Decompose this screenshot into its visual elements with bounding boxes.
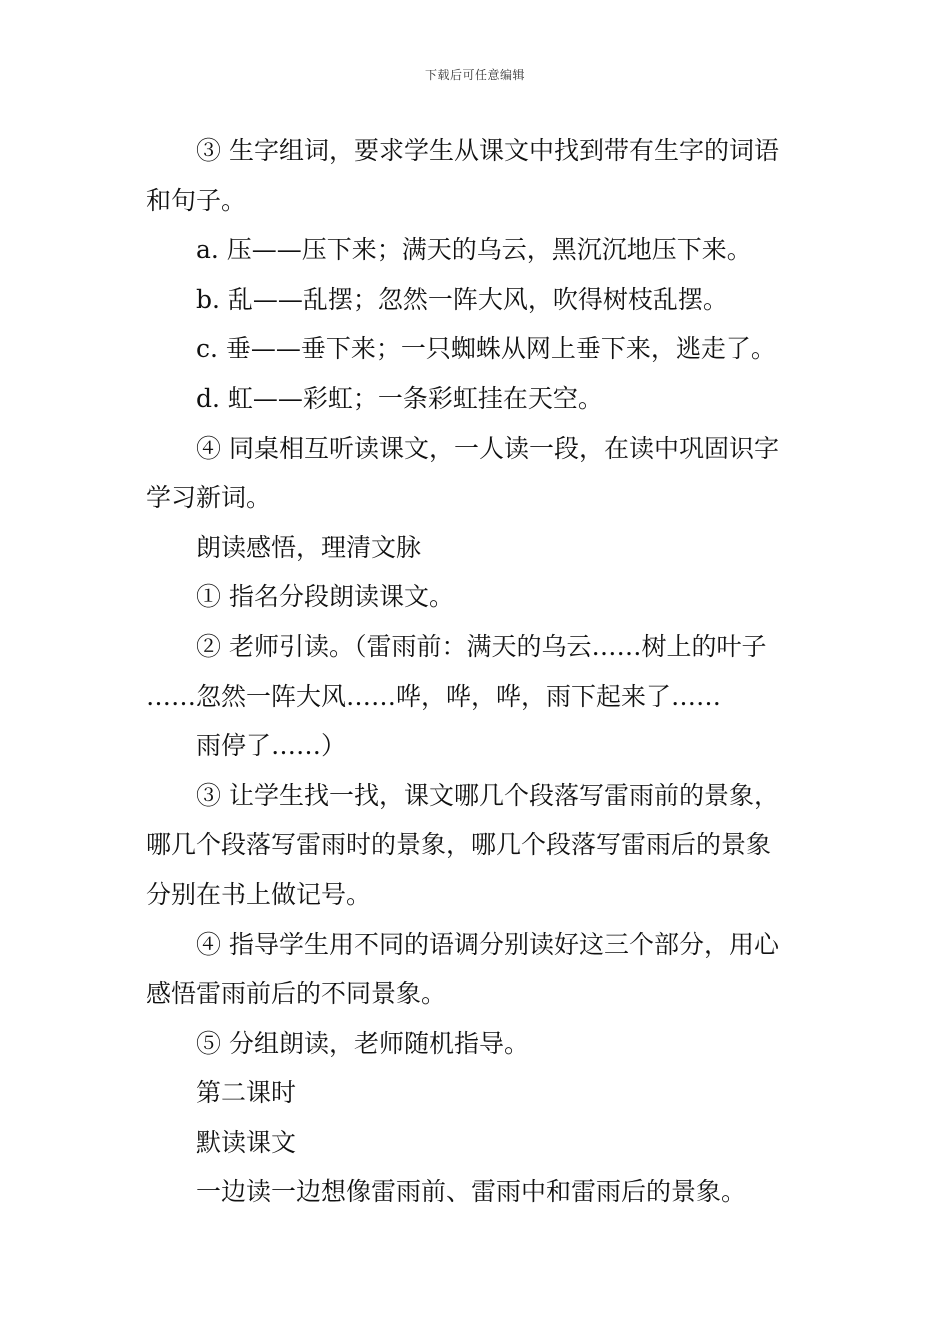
section-heading: 第二课时 [196,1078,297,1108]
text-line: 雨停了……） [196,731,347,761]
text-line: 一边读一边想像雷雨前、雷雨中和雷雨后的景象。 [196,1177,747,1207]
document-body [146,126,808,1217]
text-line: a. 压——压下来；满天的乌云，黑沉沉地压下来。 [196,235,752,265]
section-heading: 默读课文 [196,1127,297,1157]
text-line: ③ 生字组词，要求学生从课文中找到带有生字的词语 [196,136,779,165]
text-line: 感悟雷雨前后的不同景象。 [146,979,447,1009]
section-heading: 朗读感悟，理清文脉 [196,532,422,562]
text-line: 哪几个段落写雷雨时的景象，哪几个段落写雷雨后的景象 [146,830,772,860]
text-line: ④ 同桌相互听读课文，一人读一段，在读中巩固识字 [196,433,779,463]
header-note: 下载后可任意编辑 [424,68,525,82]
text-line: d. 虹——彩虹；一条彩虹挂在天空。 [196,383,603,413]
text-line: ……忽然一阵大风……哗，哗，哗，雨下起来了…… [146,681,722,711]
text-line: ① 指名分段朗读课文。 [196,582,454,612]
text-line: ② 老师引读。（雷雨前：满天的乌云……树上的叶子 [196,631,767,661]
text-line: 和句子。 [146,185,247,215]
text-line: 学习新词。 [146,483,272,513]
text-line: b. 乱——乱摆；忽然一阵大风，吹得树枝乱摆。 [196,284,728,314]
text-line: ⑤ 分组朗读，老师随机指导。 [196,1028,529,1058]
text-line: ④ 指导学生用不同的语调分别读好这三个部分，用心 [196,929,779,959]
text-line: ③ 让学生找一找，课文哪几个段落写雷雨前的景象， [196,780,779,810]
text-line: 分别在书上做记号。 [146,879,372,909]
text-line: c. 垂——垂下来；一只蜘蛛从网上垂下来，逃走了。 [196,334,776,364]
